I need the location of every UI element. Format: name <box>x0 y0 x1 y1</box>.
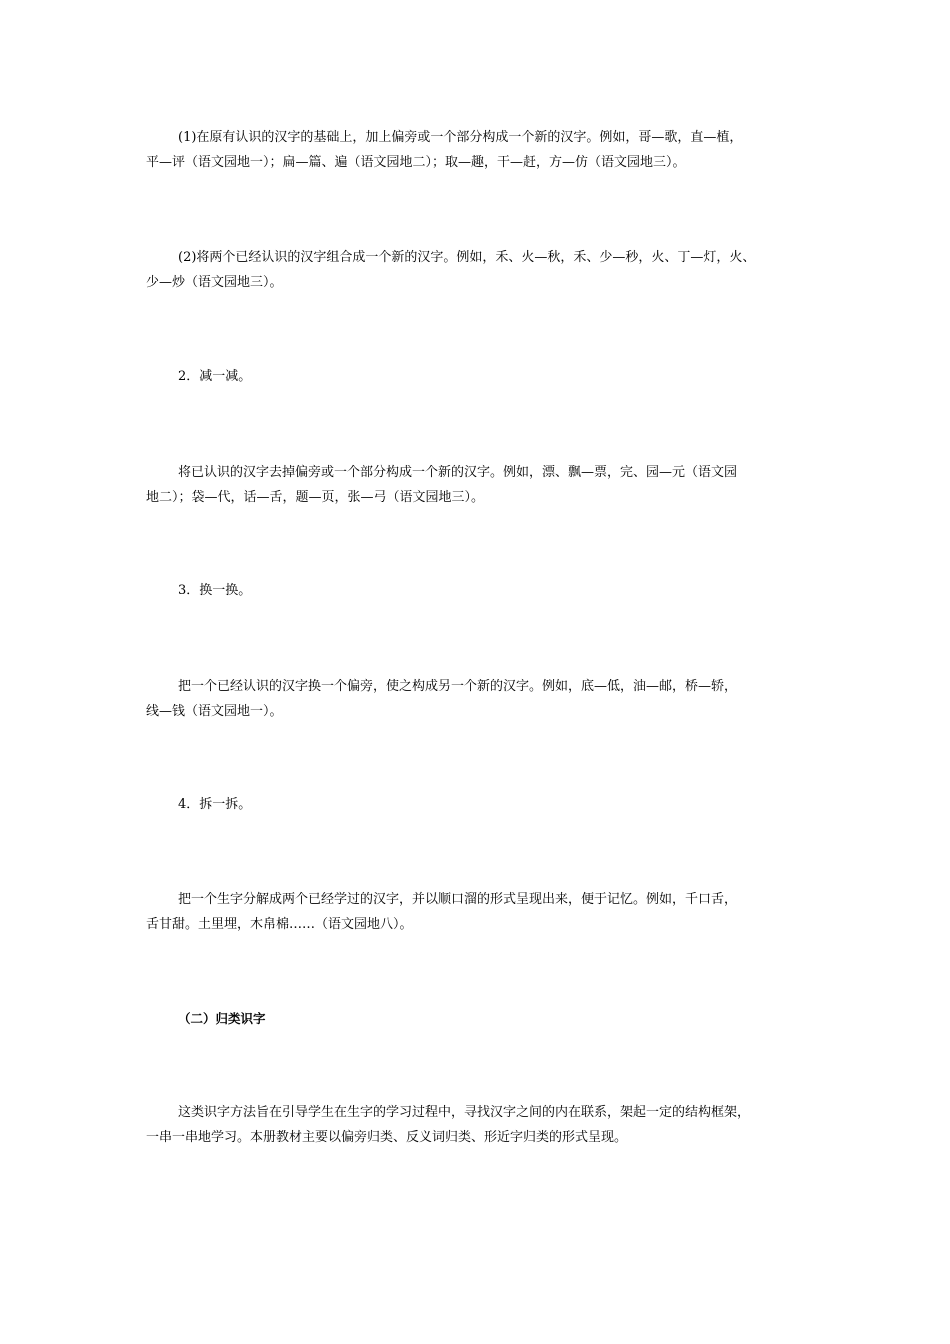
paragraph-line: 地二）；袋—代，话—舌，题—页，张—弓（语文园地三）。 <box>146 490 485 505</box>
section-title-category-recognition: （二）归类识字 <box>178 1011 266 1026</box>
paragraph-line: 将已认识的汉字去掉偏旁或一个部分构成一个新的汉字。例如，漂、飘—票，完、园—元（语文园 <box>178 465 738 480</box>
paragraph-swap <box>146 674 812 724</box>
subheading-swap: 3．换一换。 <box>178 583 252 598</box>
paragraph-combine-characters <box>146 245 812 295</box>
paragraph-line: 一串一串地学习。本册教材主要以偏旁归类、反义词归类、形近字归类的形式呈现。 <box>146 1130 628 1145</box>
subheading-subtract: 2．减一减。 <box>178 369 252 384</box>
paragraph-subtract <box>146 460 812 510</box>
paragraph-line: 线—钱（语文园地一）。 <box>146 704 283 719</box>
paragraph-line: (2)将两个已经认识的汉字组合成一个新的汉字。例如，禾、火—秋，禾、少—秒，火、丁—灯，火、 <box>178 250 756 265</box>
paragraph-line: 舌甘甜。土里埋，木帛棉……（语文园地八）。 <box>146 917 413 932</box>
paragraph-category-recognition <box>146 1100 812 1150</box>
paragraph-add-radical <box>146 125 812 175</box>
paragraph-line: 把一个生字分解成两个已经学过的汉字，并以顺口溜的形式呈现出来，便于记忆。例如，千口舌， <box>178 892 738 907</box>
paragraph-line: 这类识字方法旨在引导学生在生字的学习过程中，寻找汉字之间的内在联系，架起一定的结构框架， <box>178 1105 751 1120</box>
subheading-split: 4．拆一拆。 <box>178 797 252 812</box>
paragraph-line: 平—评（语文园地一）；扁—篇、遍（语文园地二）；取—趣，干—赶，方—仿（语文园地三）。 <box>146 155 686 170</box>
paragraph-line: (1)在原有认识的汉字的基础上，加上偏旁或一个部分构成一个新的汉字。例如，哥—歌，直—植， <box>178 130 743 145</box>
paragraph-line: 把一个已经认识的汉字换一个偏旁，使之构成另一个新的汉字。例如，底—低，油—邮，桥—轿， <box>178 679 738 694</box>
paragraph-split <box>146 887 812 937</box>
paragraph-line: 少—炒（语文园地三）。 <box>146 275 283 290</box>
